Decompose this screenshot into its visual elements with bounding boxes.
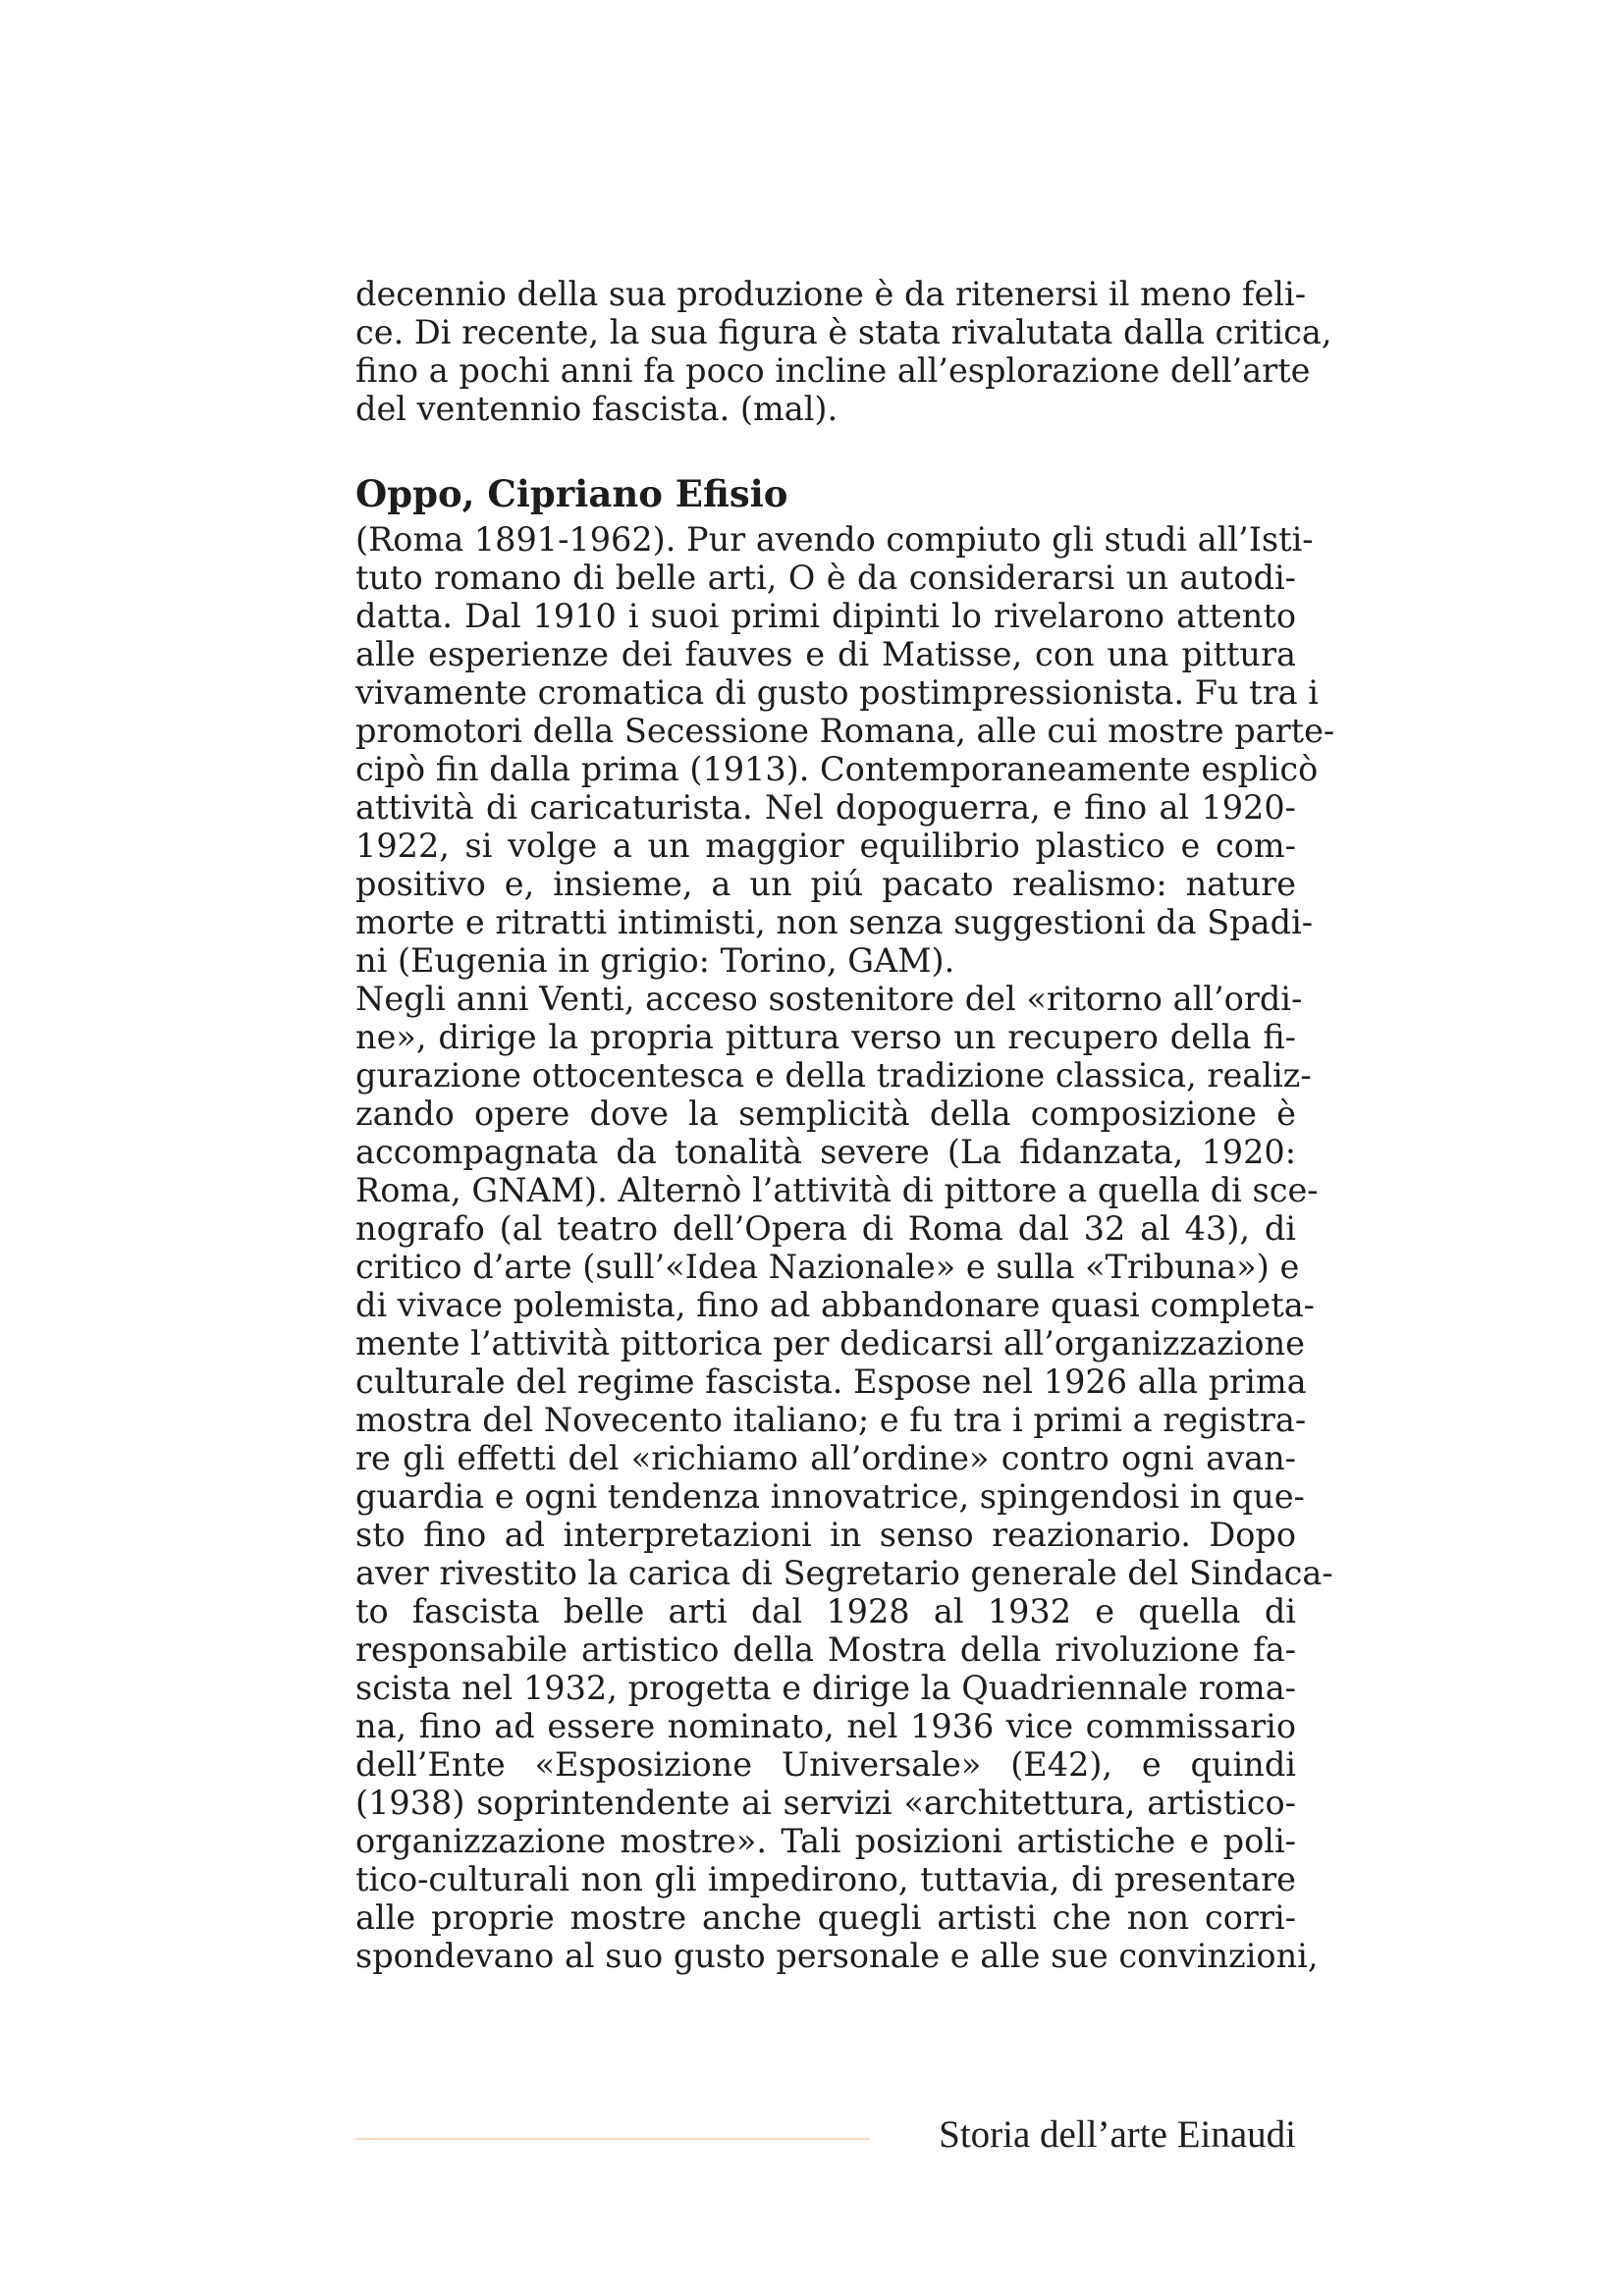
page-footer [355,2110,1296,2160]
text-line: datta. Dal 1910 i suoi primi dipinti lo rivelarono attento [355,597,1296,635]
text-line: promotori della Secessione Romana, alle cui mostre parte- [355,712,1335,750]
text-line: organizzazione mostre». Tali posizioni artistiche e poli- [355,1822,1296,1860]
paragraph-career [355,980,1333,1975]
text-line: cipò fin dalla prima (1913). Contemporaneamente esplicò [355,750,1319,788]
paragraph-biography [355,520,1335,980]
text-line: 1922, si volge a un maggior equilibrio plastico e com- [355,827,1296,865]
page-body [355,275,1335,1975]
text-line: Roma, GNAM). Alternò l’attività di pittore a quella di sce- [355,1171,1319,1209]
text-line: guardia e ogni tendenza innovatrice, spingendosi in que- [355,1477,1305,1516]
text-line: tuto romano di belle arti, O è da considerarsi un autodi- [355,559,1296,597]
text-line: mostra del Novecento italiano; e fu tra i primi a registra- [355,1401,1307,1439]
text-line: responsabile artistico della Mostra della rivoluzione fa- [355,1630,1296,1669]
text-line: positivo e, insieme, a un piú pacato realismo: nature [355,865,1296,903]
text-line: (1938) soprintendente ai servizi «architettura, artistico- [355,1784,1296,1822]
text-line: Negli anni Venti, acceso sostenitore del «ritorno all’ordi- [355,980,1303,1018]
text-line: fino a pochi anni fa poco incline all’esplorazione dell’arte [355,351,1311,390]
text-line: to fascista belle arti dal 1928 al 1932 e quella di [355,1592,1296,1630]
text-line: tico-culturali non gli impedirono, tuttavia, di presentare [355,1860,1296,1898]
text-line: di vivace polemista, fino ad abbandonare quasi completa- [355,1286,1315,1324]
text-line: attività di caricaturista. Nel dopoguerra, e fino al 1920- [355,788,1296,827]
footer-title: Storia dell’arte Einaudi [939,2113,1296,2156]
paragraph-continuation [355,275,1332,428]
entry-heading: Oppo, Cipriano Efisio [355,472,788,515]
text-line: mente l’attività pittorica per dedicarsi all’organizzazione [355,1324,1305,1362]
text-line: (Roma 1891-1962). Pur avendo compiuto gli studi all’Isti- [355,520,1314,559]
text-line: dell’Ente «Esposizione Universale» (E42), e quindi [355,1745,1296,1784]
text-line: re gli effetti del «richiamo all’ordine» contro ogni avan- [355,1439,1296,1477]
text-line: decennio della sua produzione è da ritenersi il meno feli- [355,275,1307,313]
text-line: ne», dirige la propria pittura verso un recupero della fi- [355,1018,1296,1056]
text-line: aver rivestito la carica di Segretario generale del Sindaca- [355,1554,1333,1592]
text-line: sto fino ad interpretazioni in senso reazionario. Dopo [355,1516,1296,1554]
text-line: alle proprie mostre anche quegli artisti che non corri- [355,1898,1296,1937]
text-line: morte e ritratti intimisti, non senza suggestioni da Spadi- [355,903,1314,941]
text-line: ce. Di recente, la sua figura è stata rivalutata dalla critica, [355,313,1332,351]
text-line: vivamente cromatica di gusto postimpressionista. Fu tra i [355,673,1319,712]
text-line: culturale del regime fascista. Espose nel 1926 alla prima [355,1362,1307,1401]
text-line: critico d’arte (sull’«Idea Nazionale» e sulla «Tribuna») e [355,1248,1300,1286]
text-line: del ventennio fascista. (mal). [355,390,839,428]
footer-rule [355,2138,870,2140]
text-line: na, fino ad essere nominato, nel 1936 vice commissario [355,1707,1296,1745]
text-line: gurazione ottocentesca e della tradizione classica, realiz- [355,1056,1312,1095]
text-line: nografo (al teatro dell’Opera di Roma dal 32 al 43), di [355,1209,1296,1248]
text-line: spondevano al suo gusto personale e alle sue convinzioni, [355,1937,1319,1975]
text-line: scista nel 1932, progetta e dirige la Quadriennale roma- [355,1669,1296,1707]
text-line: zando opere dove la semplicità della composizione è [355,1095,1296,1133]
text-line: alle esperienze dei fauves e di Matisse, con una pittura [355,635,1296,673]
text-line: accompagnata da tonalità severe (La fidanzata, 1920: [355,1133,1296,1171]
text-line: ni (Eugenia in grigio: Torino, GAM). [355,941,955,980]
